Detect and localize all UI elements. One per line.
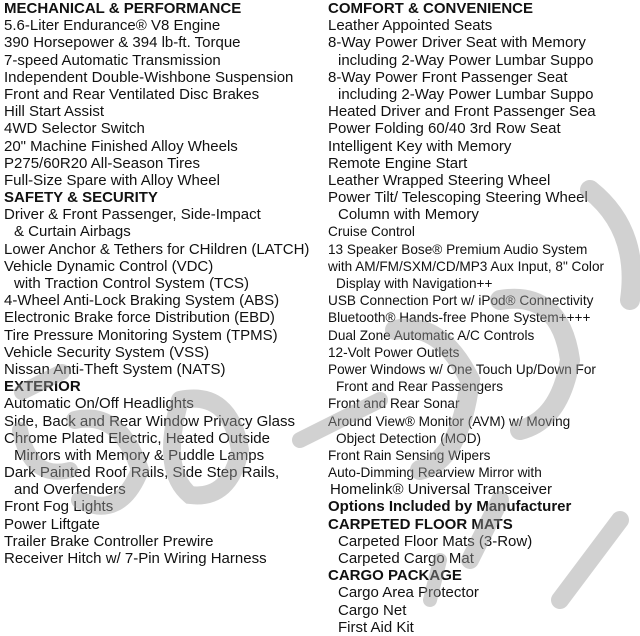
feature-line: Display with Navigation++ (336, 276, 493, 291)
feature-line: Homelink® Universal Transceiver (330, 481, 552, 499)
section-heading-exterior: EXTERIOR (4, 378, 81, 396)
feature-line: Front Fog Lights (4, 498, 114, 516)
feature-line: Receiver Hitch w/ 7-Pin Wiring Harness (4, 550, 267, 567)
feature-line: Driver & Front Passenger, Side-Impact (4, 206, 261, 224)
feature-line: Power Liftgate (4, 515, 100, 533)
feature-line: Carpeted Floor Mats (3-Row) (338, 532, 533, 550)
feature-line: Object Detection (MOD) (336, 430, 482, 446)
feature-line: Front and Rear Sonar (328, 396, 460, 412)
feature-line: Bluetooth® Hands-free Phone System++++ (328, 310, 591, 326)
feature-line: Leather Appointed Seats (328, 17, 493, 35)
feature-line: 8-Way Power Driver Seat with Memory (328, 34, 586, 52)
feature-line: Front Rain Sensing Wipers (328, 447, 491, 463)
feature-line: with AM/FM/SXM/CD/MP3 Aux Input, 8" Color (328, 258, 605, 274)
right-column (328, 0, 640, 636)
feature-line: Hill Start Assist (4, 103, 105, 121)
feature-line: including 2-Way Power Lumbar Suppo (338, 51, 594, 69)
feature-line: Power Windows w/ One Touch Up/Down For (328, 361, 596, 377)
feature-line: 4WD Selector Switch (4, 120, 145, 138)
section-heading-safety: SAFETY & SECURITY (4, 189, 158, 207)
feature-line: Carpeted Cargo Mat (338, 550, 474, 567)
feature-line: P275/60R20 All-Season Tires (4, 154, 200, 172)
feature-line: Cargo Area Protector (338, 584, 479, 602)
feature-line: Column with Memory (338, 206, 479, 224)
feature-line: Leather Wrapped Steering Wheel (328, 171, 551, 189)
feature-line: Full-Size Spare with Alloy Wheel (4, 171, 220, 189)
feature-line: with Traction Control System (TCS) (14, 275, 250, 292)
feature-line: including 2-Way Power Lumbar Suppo (338, 85, 594, 103)
feature-line: 13 Speaker Bose® Premium Audio System (328, 241, 588, 257)
feature-line: Trailer Brake Controller Prewire (4, 532, 214, 550)
feature-line: 5.6-Liter Endurance® V8 Engine (4, 17, 221, 35)
feature-line: 7-speed Automatic Transmission (4, 51, 221, 69)
feature-line: Vehicle Dynamic Control (VDC) (4, 257, 214, 275)
feature-line: 390 Horsepower & 394 lb-ft. Torque (4, 34, 241, 52)
feature-line: Electronic Brake force Distribution (EBD) (4, 309, 275, 327)
feature-line: 8-Way Power Front Passenger Seat (328, 68, 568, 86)
feature-line: Dual Zone Automatic A/C Controls (328, 327, 535, 343)
section-heading-mats: CARPETED FLOOR MATS (328, 515, 513, 533)
feature-line: First Aid Kit (338, 618, 414, 636)
feature-line: Front and Rear Ventilated Disc Brakes (4, 85, 260, 103)
feature-line: Mirrors with Memory & Puddle Lamps (14, 446, 265, 464)
feature-line: Vehicle Security System (VSS) (4, 343, 210, 361)
feature-line: Dark Painted Roof Rails, Side Step Rails, (4, 464, 280, 482)
feature-line: & Curtain Airbags (14, 223, 131, 241)
feature-line: Remote Engine Start (328, 154, 468, 172)
feature-line: Side, Back and Rear Window Privacy Glass (4, 412, 295, 430)
section-heading-mechanical: MECHANICAL & PERFORMANCE (4, 0, 242, 17)
feature-line: Heated Driver and Front Passenger Sea (328, 103, 596, 121)
feature-line: Auto-Dimming Rearview Mirror with (328, 465, 542, 481)
feature-line: Lower Anchor & Tethers for CHildren (LATCH) (4, 240, 310, 258)
feature-line: Tire Pressure Monitoring System (TPMS) (4, 326, 278, 344)
feature-line: Front and Rear Passengers (336, 379, 503, 395)
feature-line: 12-Volt Power Outlets (328, 344, 460, 360)
feature-line: Chrome Plated Electric, Heated Outside (4, 429, 270, 447)
feature-line: 20" Machine Finished Alloy Wheels (4, 137, 238, 155)
left-column (4, 0, 326, 567)
feature-line: Independent Double-Wishbone Suspension (4, 68, 294, 86)
section-heading-comfort: COMFORT & CONVENIENCE (328, 0, 534, 17)
feature-line: Cargo Net (338, 601, 407, 619)
feature-line: Nissan Anti-Theft System (NATS) (4, 360, 226, 378)
feature-line: Intelligent Key with Memory (328, 137, 512, 155)
options-heading: Options Included by Manufacturer (328, 498, 572, 516)
section-heading-cargo: CARGO PACKAGE (328, 567, 462, 585)
feature-line: Cruise Control (328, 224, 415, 240)
feature-line: Automatic On/Off Headlights (4, 395, 194, 413)
feature-line: Power Folding 60/40 3rd Row Seat (328, 120, 561, 138)
feature-line: USB Connection Port w/ iPod® Connectivity (328, 293, 594, 309)
feature-line: Power Tilt/ Telescoping Steering Wheel (328, 189, 588, 207)
feature-line: 4-Wheel Anti-Lock Braking System (ABS) (4, 292, 280, 310)
feature-line: and Overfenders (14, 481, 126, 499)
feature-line: Around View® Monitor (AVM) w/ Moving (328, 413, 571, 429)
